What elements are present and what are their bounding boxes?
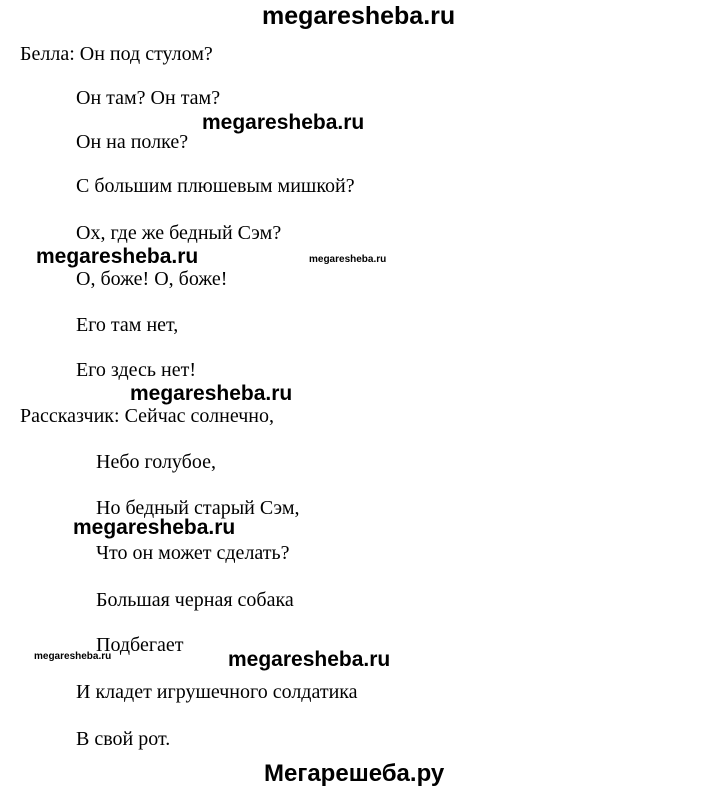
text-line: Белла: Он под стулом? [20,43,213,65]
watermark: megaresheba.ru [130,382,293,405]
text-line: Ох, где же бедный Сэм? [76,222,282,244]
text-line: О, боже! О, боже! [76,268,228,290]
text-line: Его там нет, [76,314,179,336]
text-line: Большая черная собака [96,589,294,611]
text-line: Он на полке? [76,131,189,153]
text-line: В свой рот. [76,728,171,750]
watermark: megaresheba.ru [73,516,236,539]
text-line: И кладет игрушечного солдатика [76,681,358,703]
text-line: Небо голубое, [96,451,216,473]
text-line: Рассказчик: Сейчас солнечно, [20,405,274,427]
watermark: megaresheba.ru [202,111,365,134]
footer-watermark: Мегарешеба.ру [264,760,445,787]
header-watermark: megaresheba.ru [262,2,456,30]
watermark: megaresheba.ru [228,648,391,671]
text-line: С большим плюшевым мишкой? [76,175,355,197]
watermark: megaresheba.ru [34,651,112,662]
watermark: megaresheba.ru [309,254,387,265]
text-line: Его здесь нет! [76,359,196,381]
text-line: Он там? Он там? [76,87,221,109]
text-line: Что он может сделать? [96,542,290,564]
watermark: megaresheba.ru [36,245,199,268]
text-line: Подбегает [96,634,184,656]
text-line: Но бедный старый Сэм, [96,497,300,519]
